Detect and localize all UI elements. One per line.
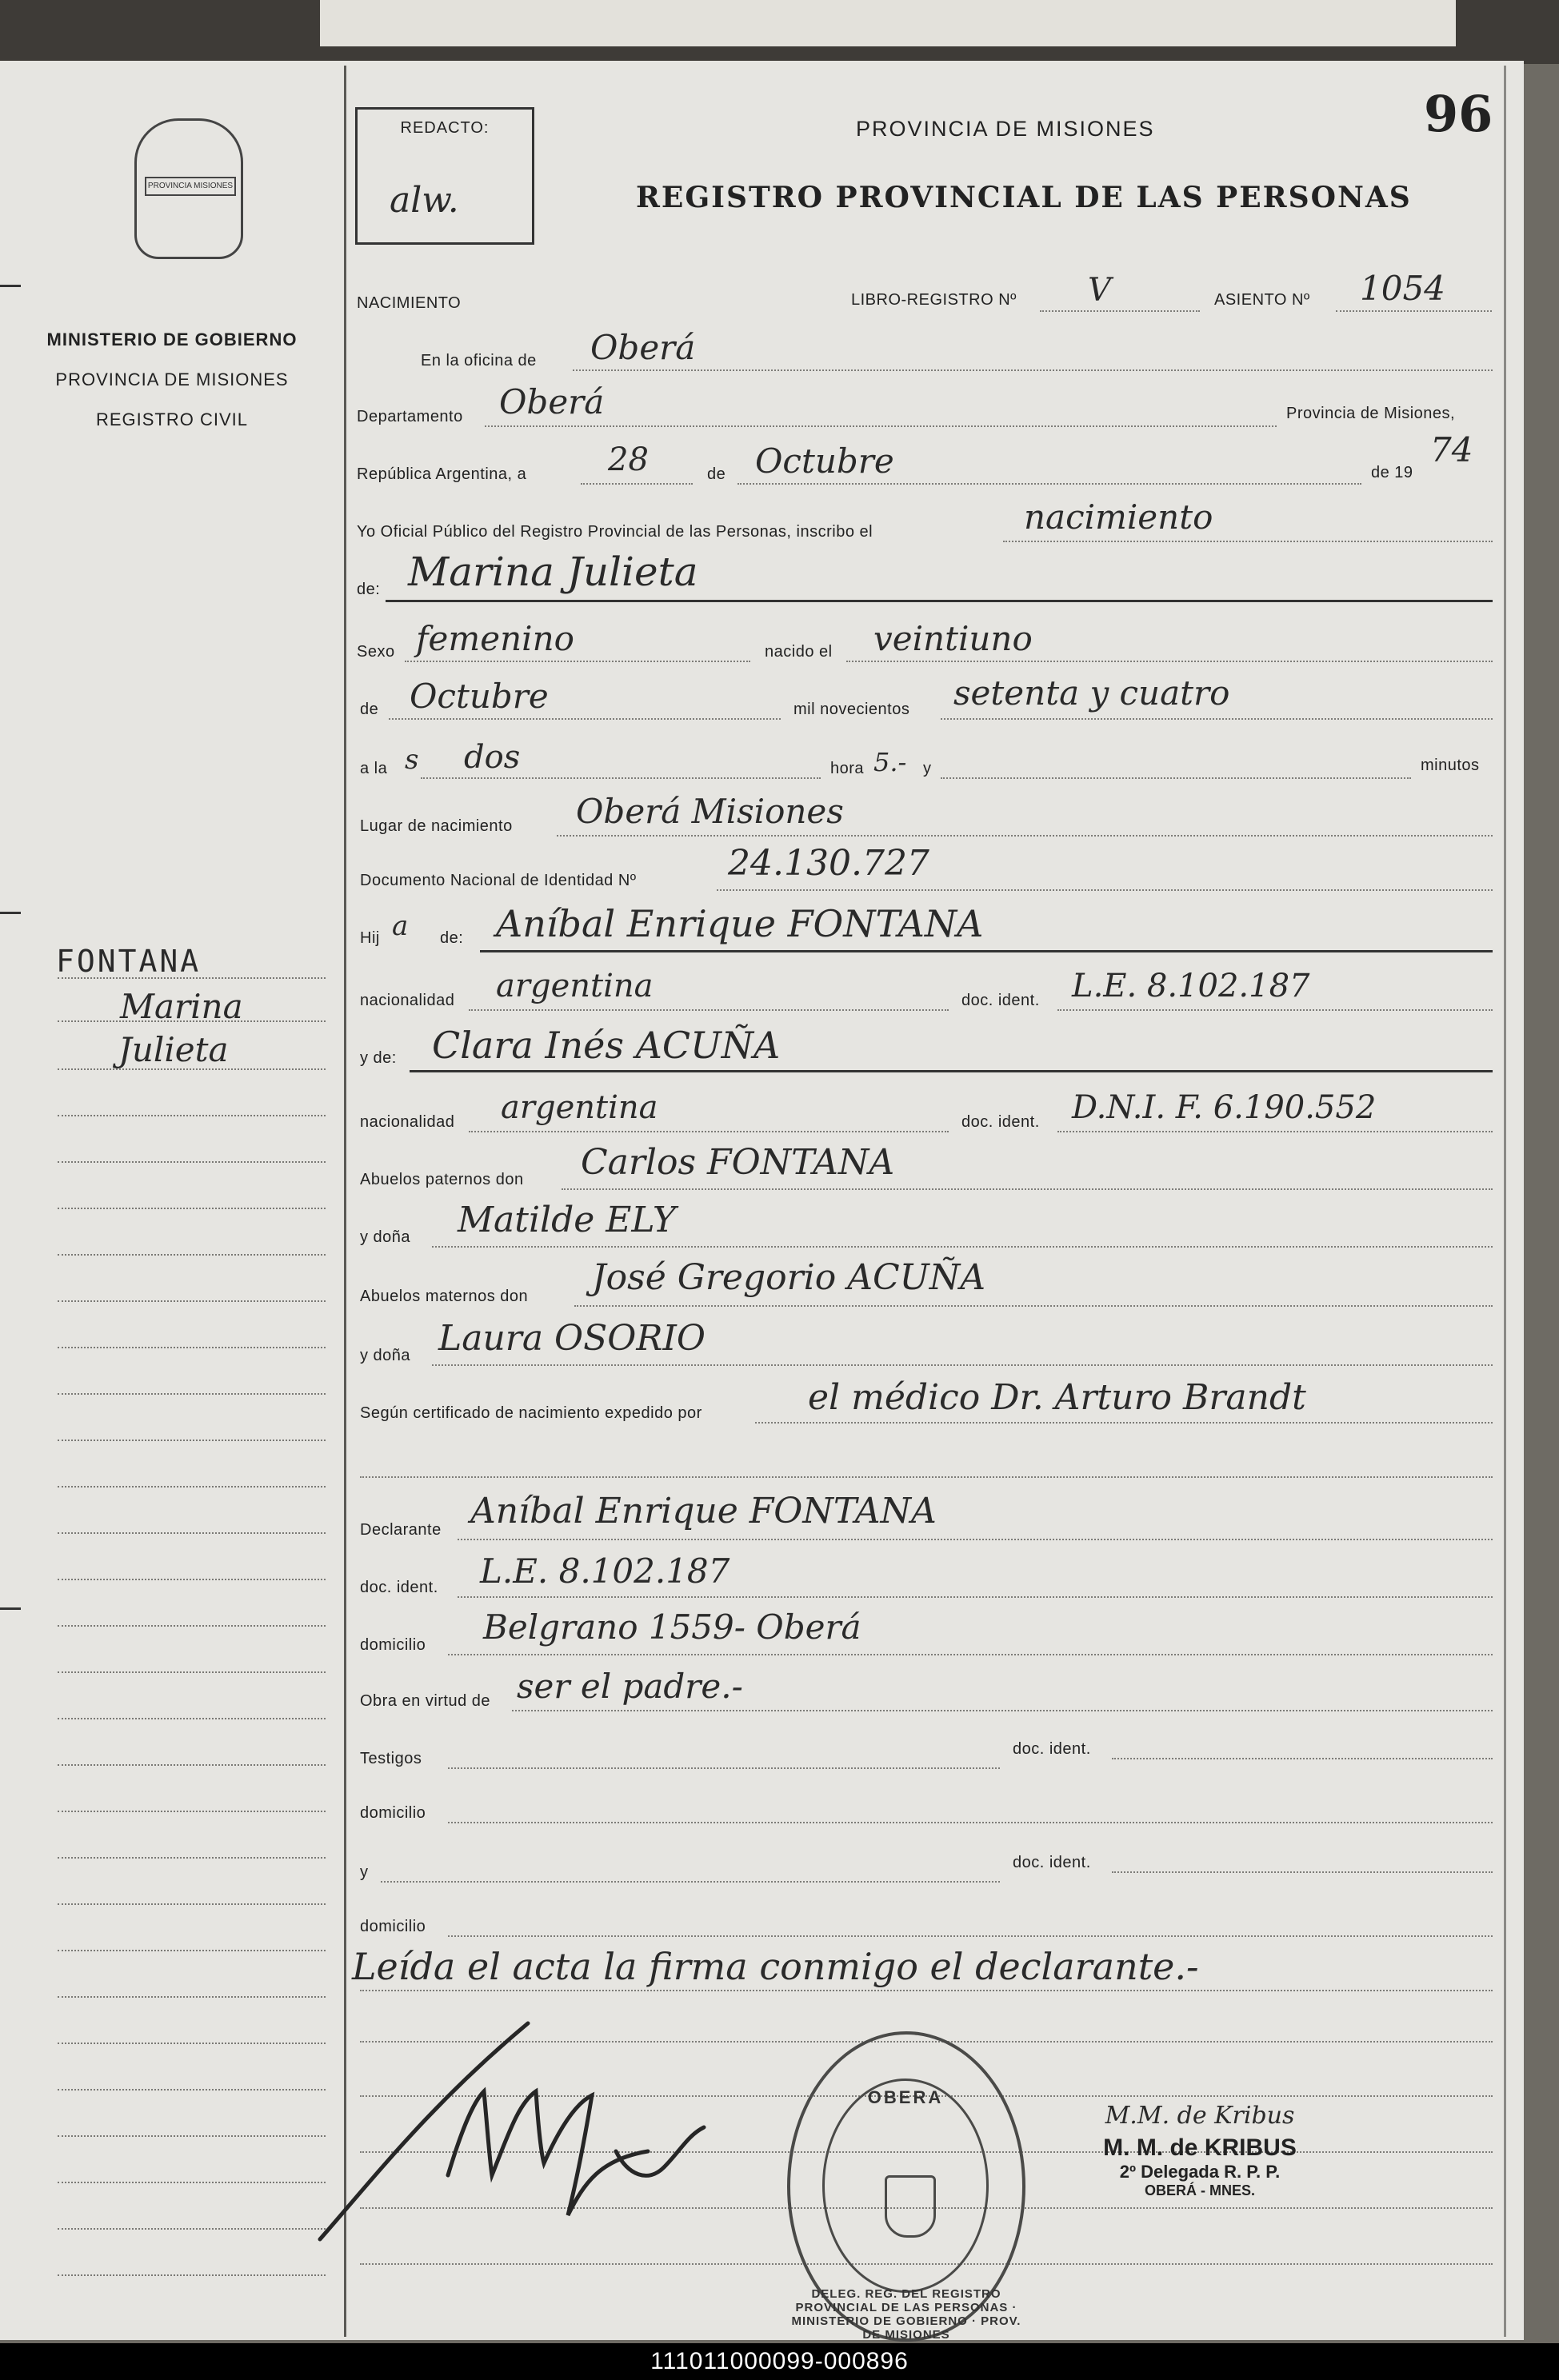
official-signature-block <box>1064 2102 1336 2199</box>
margin-first-name: Marina <box>120 987 243 1026</box>
margin-line <box>58 1440 326 1441</box>
sex-line <box>405 661 750 662</box>
id-document-number: 24.130.727 <box>728 843 929 884</box>
margin-line <box>58 1811 326 1812</box>
mother-of-label: y de: <box>360 1049 397 1067</box>
month-value: Octubre <box>755 441 894 481</box>
name-label: de: <box>357 581 381 598</box>
capacity-label: Obra en virtud de <box>360 1692 491 1710</box>
margin-line <box>58 1532 326 1534</box>
paternal-grandmother-line <box>432 1246 1493 1248</box>
witness-2-label: y <box>360 1863 369 1881</box>
witnesses-label: Testigos <box>360 1750 422 1767</box>
father-nationality-label: nacionalidad <box>360 992 455 1009</box>
book-label: LIBRO-REGISTRO Nº <box>851 291 1017 309</box>
declarant-doc-number: L.E. 8.102.187 <box>480 1551 730 1591</box>
official-stamp <box>787 2031 1025 2342</box>
redacto-box <box>355 107 534 245</box>
father-nationality: argentina <box>496 968 654 1004</box>
id-document-line <box>717 889 1493 891</box>
hour-text: dos <box>464 739 521 776</box>
margin-line <box>58 1393 326 1395</box>
office-label: En la oficina de <box>421 352 537 369</box>
margin-line <box>58 2274 326 2276</box>
ministry-label: MINISTERIO DE GOBIERNO <box>46 329 298 349</box>
right-border <box>1504 66 1506 2337</box>
margin-middle-name: Julieta <box>118 1030 229 1069</box>
margin-line <box>58 2089 326 2090</box>
witness-2-address-label: domicilio <box>360 1918 426 1935</box>
province-suffix: Provincia de Misiones, <box>1286 405 1456 422</box>
witness-1-doc-line <box>1112 1758 1493 1759</box>
maternal-grandfather-line <box>574 1305 1493 1307</box>
province-label: PROVINCIA DE MISIONES <box>55 369 289 389</box>
margin-line <box>58 1903 326 1905</box>
margin-line <box>58 1486 326 1488</box>
capacity-value: ser el padre.- <box>517 1667 743 1706</box>
margin-line <box>58 1161 326 1163</box>
father-name: Aníbal Enrique FONTANA <box>496 902 984 945</box>
page-number: 96 <box>1424 85 1493 143</box>
witness-1-line <box>448 1767 1000 1769</box>
margin-surname: FONTANA <box>56 944 202 979</box>
witness-1-address-label: domicilio <box>360 1804 426 1822</box>
day-line <box>581 483 693 485</box>
declarant-address-label: domicilio <box>360 1636 426 1654</box>
margin-line <box>58 2043 326 2044</box>
witness-2-line <box>381 1881 1000 1883</box>
birthplace-line <box>557 835 1493 837</box>
margin-line <box>58 2228 326 2230</box>
mother-doc-line <box>1057 1131 1493 1132</box>
minutes-line <box>941 777 1411 779</box>
witness-1-address-line <box>448 1822 1493 1823</box>
stamp-shield-icon <box>885 2175 936 2238</box>
book-value: V <box>1088 272 1111 309</box>
id-document-label: Documento Nacional de Identidad Nº <box>360 872 637 889</box>
margin-line <box>58 1996 326 1998</box>
paternal-grandmother-label: y doña <box>360 1228 411 1246</box>
entry-number-label: ASIENTO Nº <box>1214 291 1310 309</box>
child-name: Marina Julieta <box>408 549 698 595</box>
declarant-doc-line <box>458 1596 1493 1598</box>
declarant-address-line <box>448 1654 1493 1655</box>
witness-1-doc-label: doc. ident. <box>1013 1740 1091 1758</box>
next-page-edge <box>320 0 1456 46</box>
certificate-issuer: el médico Dr. Arturo Brandt <box>808 1377 1306 1418</box>
official-handwritten-signature: M.M. de Kribus <box>1105 2102 1295 2130</box>
date-of-label: de <box>707 465 726 483</box>
official-place: OBERÁ - MNES. <box>1144 2182 1255 2198</box>
binding-hole-mark <box>0 912 21 914</box>
margin-line <box>58 1115 326 1116</box>
stamp-ring-text: DELEG. REG. DEL REGISTRO PROVINCIAL DE LAS PERSONAS · MINISTERIO DE GOBIERNO · PROV. DE MISIONES <box>791 2287 1021 2342</box>
officer-statement: Yo Oficial Público del Registro Provincial de las Personas, inscribo el <box>357 523 873 541</box>
minutes-label: minutos <box>1421 757 1480 774</box>
margin-line <box>58 1579 326 1580</box>
margin-divider <box>344 66 346 2337</box>
year-prefix: de 19 <box>1371 464 1413 481</box>
witness-2-doc-line <box>1112 1871 1493 1873</box>
declarant-doc-label: doc. ident. <box>360 1579 438 1596</box>
certificate-line-2 <box>360 1476 1493 1478</box>
maternal-grandmother-label: y doña <box>360 1347 411 1364</box>
stamp-city: OBERA <box>867 2087 944 2107</box>
act-type-label: NACIMIENTO <box>357 294 462 312</box>
hour-label: hora <box>830 760 865 777</box>
margin-line <box>58 1208 326 1209</box>
father-nationality-line <box>469 1009 949 1011</box>
hour-line <box>421 777 821 779</box>
child-of-label: Hij <box>360 929 380 947</box>
margin-line <box>58 2182 326 2183</box>
margin-line <box>58 1950 326 1951</box>
book-line <box>1040 310 1200 312</box>
maternal-grandmother-name: Laura OSORIO <box>438 1318 706 1359</box>
mother-nationality: argentina <box>501 1089 658 1126</box>
mother-nationality-line <box>469 1131 949 1132</box>
and-label: y <box>923 760 932 777</box>
margin-line <box>58 977 326 979</box>
registry-label: REGISTRO CIVIL <box>95 409 249 429</box>
declarant-address: Belgrano 1559- Oberá <box>483 1607 861 1647</box>
province-heading: PROVINCIA DE MISIONES <box>856 117 1155 141</box>
certificate-label: Según certificado de nacimiento expedido por <box>360 1404 702 1422</box>
coat-of-arms-seal <box>134 118 243 259</box>
father-doc-label: doc. ident. <box>961 992 1040 1009</box>
office-line <box>573 369 1493 371</box>
at-label: a la <box>360 760 388 777</box>
act-line <box>1003 541 1493 542</box>
born-label: nacido el <box>765 643 833 661</box>
office-value: Oberá <box>590 328 696 367</box>
thousand-label: mil novecientos <box>793 701 910 718</box>
entry-line <box>1336 310 1492 312</box>
margin-line <box>58 2135 326 2137</box>
father-line <box>480 950 1493 952</box>
born-year-line <box>941 718 1493 720</box>
entry-number-value: 1054 <box>1360 269 1445 308</box>
margin-line <box>58 1068 326 1070</box>
redacto-label: REDACTO: <box>400 119 490 137</box>
paternal-grandmother-name: Matilde ELY <box>458 1200 676 1240</box>
capacity-line <box>512 1710 1493 1711</box>
margin-line <box>58 1718 326 1719</box>
maternal-grandmother-line <box>432 1364 1493 1366</box>
republic-label: República Argentina, a <box>357 465 527 483</box>
department-line <box>485 425 1277 427</box>
official-role: 2º Delegada R. P. P. <box>1119 2162 1281 2182</box>
seal-band-text: PROVINCIA MISIONES <box>145 177 236 196</box>
day-value: 28 <box>608 441 649 478</box>
margin-line <box>58 1625 326 1627</box>
department-value: Oberá <box>499 382 605 421</box>
act-value: nacimiento <box>1024 497 1213 537</box>
margin-line <box>58 1857 326 1859</box>
margin-mark <box>0 285 21 287</box>
document-page <box>0 61 1524 2340</box>
stamp-inner-ring <box>822 2079 989 2293</box>
margin-line <box>58 1347 326 1348</box>
archive-code: 111011000099-000896 <box>0 2343 1559 2380</box>
binding-hole-mark <box>0 1607 21 1610</box>
registry-title: REGISTRO PROVINCIAL DE LAS PERSONAS <box>636 181 1412 214</box>
certificate-line <box>755 1422 1493 1424</box>
month-line <box>738 483 1361 485</box>
maternal-grandfather-label: Abuelos maternos don <box>360 1288 529 1305</box>
birthplace-value: Oberá Misiones <box>576 792 844 831</box>
witness-2-address-line <box>448 1935 1493 1937</box>
declarant-signature <box>312 2015 792 2247</box>
department-label: Departamento <box>357 408 463 425</box>
born-year-value: setenta y cuatro <box>953 673 1230 713</box>
declarant-line <box>458 1539 1493 1540</box>
maternal-grandfather-name: José Gregorio ACUÑA <box>592 1257 985 1298</box>
birthplace-label: Lugar de nacimiento <box>360 817 513 835</box>
closing-line <box>360 1990 1493 1991</box>
mother-doc-number: D.N.I. F. 6.190.552 <box>1072 1089 1377 1126</box>
margin-line <box>58 1254 326 1256</box>
closing-statement: Leída el acta la firma conmigo el declarante.- <box>352 1945 1199 1988</box>
name-line <box>386 600 1493 602</box>
born-day-value: veintiuno <box>873 619 1033 658</box>
paternal-grandfather-line <box>562 1188 1493 1190</box>
born-month-of: de <box>360 701 379 718</box>
official-name: M. M. de KRIBUS <box>1103 2134 1297 2161</box>
declarant-label: Declarante <box>360 1521 442 1539</box>
paternal-grandfather-name: Carlos FONTANA <box>581 1142 895 1183</box>
child-of-suffix: a <box>392 910 409 942</box>
father-doc-line <box>1057 1009 1493 1011</box>
hour-prefix: s <box>405 744 419 776</box>
sex-value: femenino <box>416 619 574 658</box>
father-of-label: de: <box>440 929 464 947</box>
margin-line <box>58 1671 326 1673</box>
hour-number: 5.- <box>873 747 907 777</box>
sex-label: Sexo <box>357 643 395 661</box>
born-month-value: Octubre <box>410 677 549 716</box>
top-background <box>0 0 1559 64</box>
witness-2-doc-label: doc. ident. <box>1013 1854 1091 1871</box>
margin-line <box>58 1300 326 1302</box>
year-value: 74 <box>1430 430 1473 469</box>
mother-nationality-label: nacionalidad <box>360 1113 455 1131</box>
mother-name: Clara Inés ACUÑA <box>432 1024 781 1067</box>
born-month-line <box>389 718 781 720</box>
born-day-line <box>846 661 1493 662</box>
redacto-initials: alw. <box>390 180 459 221</box>
father-doc-number: L.E. 8.102.187 <box>1072 968 1310 1004</box>
margin-line <box>58 1020 326 1022</box>
declarant-name: Aníbal Enrique FONTANA <box>470 1491 937 1531</box>
margin-line <box>58 1764 326 1766</box>
mother-doc-label: doc. ident. <box>961 1113 1040 1131</box>
mother-line <box>410 1070 1493 1072</box>
paternal-grandfather-label: Abuelos paternos don <box>360 1171 524 1188</box>
